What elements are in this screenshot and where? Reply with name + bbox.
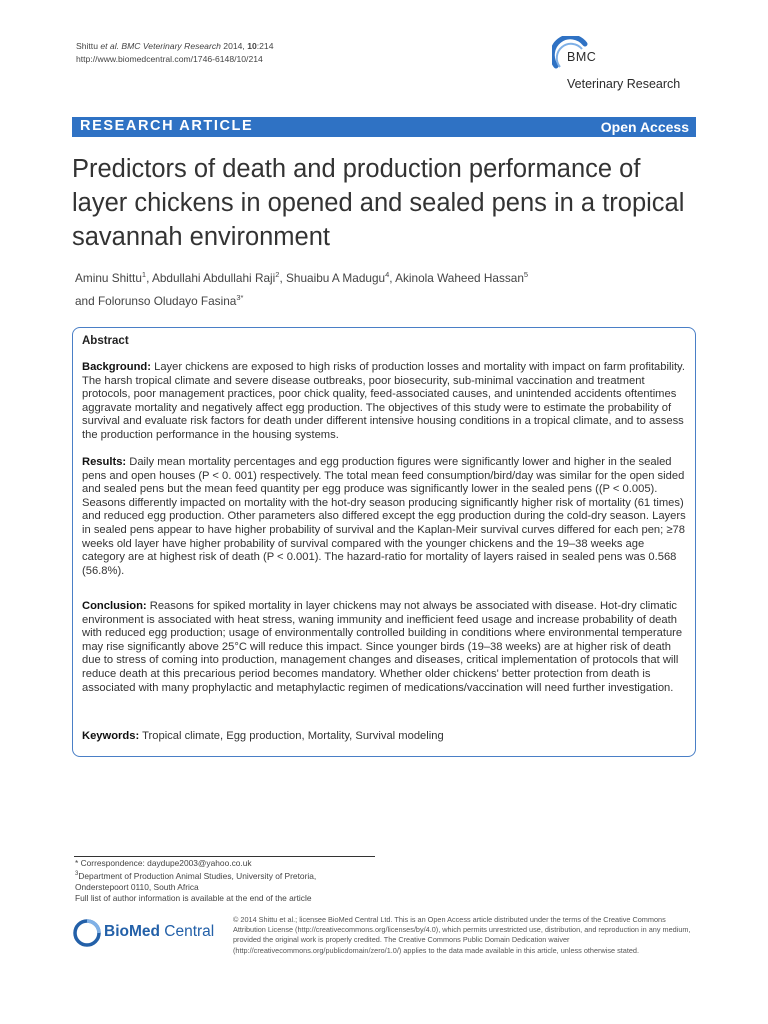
citation-journal: et al. BMC Veterinary Research xyxy=(100,41,221,51)
background-text: Layer chickens are exposed to high risks of production losses and mortality with impact on farm profitability. The harsh tropical climate and severe disease outbreaks, poor biosecurity, sub-minimal vaccination and treatment protocols, poor management practices, poor chick quality, feed-associated causes, and unintended accidents oftentimes aggravate mortality and negatively affect egg production. The objectives of this study were to estimate the probability of survival and evaluate risk factors for death under different intensive housing conditions in a tropical climate, and to assess the production performance in the housing systems. xyxy=(82,361,685,441)
abstract-background xyxy=(82,361,686,443)
conclusion-label: Conclusion: xyxy=(82,600,147,612)
citation-article: :214 xyxy=(256,41,274,51)
article-type-banner xyxy=(72,117,696,137)
author-name: Shuaibu A Madugu xyxy=(286,270,386,285)
citation-year: 2014, xyxy=(223,41,245,51)
results-label: Results: xyxy=(82,456,127,468)
conclusion-text: Reasons for spiked mortality in layer chickens may not always be associated with disease. Hot-dry climatic environment is associated with heat stress, waning immunity and inefficient feed usage and increase probability of death with reduced egg production; usage of environmentally controlled building in conditions where environmental temperature may rise significantly above 25°C will reduce this impact. Since younger birds (19–38 weeks) are at higher risk of death due to stress of coming into production, management changes and diseases, critical implementation of protocols that will reduce death at this precarious period becomes mandatory. Whether older chickens' better protection from death is associated with many prophylactic and metaphylactic regimen of medications/vaccination will need further investigation. xyxy=(82,600,683,694)
keywords-text: Tropical climate, Egg production, Mortality, Survival modeling xyxy=(142,730,444,742)
abstract-conclusion xyxy=(82,600,686,695)
publisher-name-bold: BioMed xyxy=(104,923,160,940)
keywords-label: Keywords: xyxy=(82,730,140,742)
citation-line xyxy=(76,40,274,53)
author-name: Akinola Waheed Hassan xyxy=(395,270,524,285)
publisher-name-regular: Central xyxy=(159,923,215,940)
author-affiliation: 4 xyxy=(385,270,390,279)
author-separator: , xyxy=(389,270,396,285)
affiliation-line-1: Department of Production Animal Studies, University of Pretoria, xyxy=(78,870,317,881)
license-text: © 2014 Shittu et al.; licensee BioMed Central Ltd. This is an Open Access article distributed under the terms of the Creative Commons Attribution License (http://creativecommons.org/licenses/by/4.0), which permits unrestricted use, distribution, and reproduction in any medium, provided the original work is properly credited. The Creative Commons Public Domain Dedication waiver (http://creativecommons.org/publicdomain/zero/1.0/) applies to the data made available in this article, unless otherwise stated. xyxy=(233,915,691,955)
author-list xyxy=(75,265,695,311)
biomed-circle-icon xyxy=(72,918,102,948)
citation-author: Shittu xyxy=(76,41,98,51)
citation-volume: 10 xyxy=(247,41,257,51)
abstract-keywords xyxy=(82,730,686,744)
abstract-heading: Abstract xyxy=(82,335,129,347)
results-text: Daily mean mortality percentages and egg production figures were significantly lower and higher in the sealed pens and open houses (P < 0. 001) respectively. The total mean feed consumption/bird/day was similar for the open sided and sealed pens but the mean feed quantity per egg produce was significantly lower in the sealed pens ((P < 0.005). Seasons differently impacted on mortality with the hot-dry season producing significantly higher risk of mortality (61 times) and reduced egg production. Other parameters also differed except the egg production during the cold-dry season. Layers in sealed pens appear to have higher probability of survival and the Kaplan-Meir survival curves differed for each pen; ≥78 weeks old layer have higher probability of survival compared with the younger chickens and the 19–38 weeks age category are at highest risk of death (P < 0.001). The hazard-ratio for mortality of layers raised in sealed pens was 0.568 (56.8%). xyxy=(82,456,686,577)
author-name: Aminu Shittu xyxy=(75,270,142,285)
publisher-logo xyxy=(72,916,232,952)
publisher-name xyxy=(104,923,214,941)
author-info-note: Full list of author information is available at the end of the article xyxy=(75,893,312,904)
citation-url[interactable]: http://www.biomedcentral.com/1746-6148/10/214 xyxy=(76,54,263,64)
journal-logo-bmc: BMC xyxy=(567,50,597,64)
affiliation-sup: 3 xyxy=(75,871,79,878)
affiliation-note xyxy=(75,869,316,882)
journal-logo xyxy=(552,36,702,100)
author-line-1 xyxy=(75,265,695,288)
author-affiliation: 5 xyxy=(523,270,529,279)
author-name: Abdullahi Abdullahi Raji xyxy=(151,270,276,285)
article-type: RESEARCH ARTICLE xyxy=(80,118,254,134)
correspondence-note[interactable]: * Correspondence: daydupe2003@yahoo.co.uk xyxy=(75,858,252,868)
author-separator: , xyxy=(146,270,152,285)
author-affiliation: 1 xyxy=(141,270,147,279)
author-affiliation: 2 xyxy=(275,270,280,279)
author-line-2 xyxy=(75,288,695,311)
background-label: Background: xyxy=(82,361,151,373)
abstract-results xyxy=(82,456,686,578)
author-affiliation: 3* xyxy=(236,292,244,302)
article-title: Predictors of death and production performance of layer chickens in opened and sealed pens in a tropical savannah environment xyxy=(72,155,685,251)
open-access-label: Open Access xyxy=(600,119,689,135)
footnote-divider xyxy=(74,856,375,857)
citation-header xyxy=(76,40,274,66)
footnotes xyxy=(75,858,316,904)
affiliation-line-2: Onderstepoort 0110, South Africa xyxy=(75,881,199,892)
journal-logo-name: Veterinary Research xyxy=(567,77,681,91)
author-name: and Folorunso Oludayo Fasina xyxy=(75,293,237,308)
author-separator: , xyxy=(279,270,287,285)
